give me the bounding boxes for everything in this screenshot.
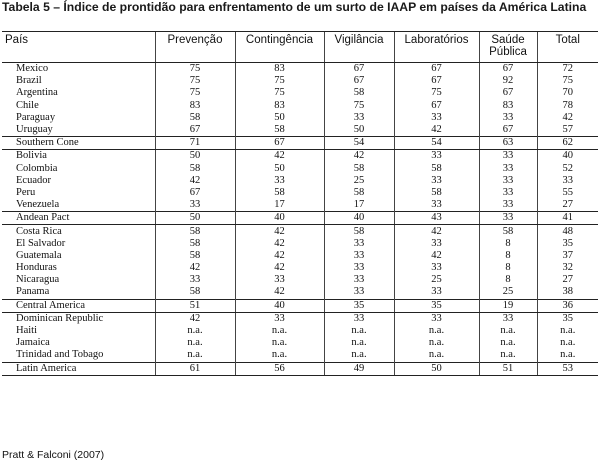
cell-public-health: 33: [479, 175, 537, 187]
cell-public-health: 83: [479, 100, 537, 112]
cell-country: Haiti: [16, 325, 37, 337]
cell-prevention: 50: [155, 150, 235, 163]
cell-laboratories: 42: [394, 250, 479, 262]
cell-contingency: 42: [235, 286, 324, 299]
cell-laboratories: 33: [394, 312, 479, 325]
cell-public-health: 51: [479, 362, 537, 375]
table-row: [2, 274, 598, 286]
cell-public-health: 33: [479, 187, 537, 199]
cell-laboratories: 33: [394, 286, 479, 299]
table-row: [2, 87, 598, 99]
cell-total: 62: [537, 137, 598, 150]
cell-contingency: n.a.: [235, 325, 324, 337]
cell-total: 40: [537, 150, 598, 163]
source-citation: Pratt & Falconi (2007): [2, 449, 105, 461]
cell-public-health: 63: [479, 137, 537, 150]
cell-total: 27: [537, 199, 598, 212]
cell-laboratories: 43: [394, 212, 479, 225]
cell-public-health: 33: [479, 150, 537, 163]
cell-prevention: 50: [155, 212, 235, 225]
cell-laboratories: 42: [394, 225, 479, 238]
cell-laboratories: 33: [394, 112, 479, 124]
cell-country: Colombia: [16, 162, 58, 174]
table-row: [2, 175, 598, 187]
cell-public-health: 8: [479, 238, 537, 250]
table-row: [2, 124, 598, 137]
cell-prevention: n.a.: [155, 337, 235, 349]
header-laboratories: Laboratórios: [394, 32, 479, 63]
cell-laboratories: 42: [394, 124, 479, 137]
cell-laboratories: 75: [394, 87, 479, 99]
cell-country: Uruguay: [16, 124, 53, 136]
cell-laboratories: 33: [394, 150, 479, 163]
cell-prevention: 75: [155, 63, 235, 76]
cell-laboratories: 54: [394, 137, 479, 150]
cell-contingency: 33: [235, 274, 324, 286]
table-row-group-total: [2, 299, 598, 312]
cell-country: Costa Rica: [16, 225, 62, 237]
cell-country: Trinidad and Tobago: [16, 349, 104, 361]
cell-contingency: 40: [235, 299, 324, 312]
table-row: [2, 163, 598, 175]
cell-contingency: 42: [235, 225, 324, 238]
cell-country: Chile: [16, 99, 39, 111]
header-prevention: Prevenção: [155, 32, 235, 63]
cell-prevention: n.a.: [155, 349, 235, 362]
cell-country: Bolivia: [16, 150, 47, 162]
cell-public-health: 25: [479, 286, 537, 299]
cell-country: Jamaica: [16, 337, 50, 349]
table-row: [2, 150, 598, 163]
table-row: [2, 337, 598, 349]
cell-public-health: n.a.: [479, 337, 537, 349]
cell-total: 75: [537, 75, 598, 87]
cell-country: Southern Cone: [2, 137, 155, 150]
cell-country: Mexico: [16, 63, 49, 75]
cell-prevention: 42: [155, 262, 235, 274]
cell-prevention: 58: [155, 163, 235, 175]
cell-surveillance: 58: [324, 163, 394, 175]
cell-prevention: 58: [155, 286, 235, 299]
header-total: Total: [537, 32, 598, 63]
cell-total: n.a.: [537, 325, 598, 337]
cell-public-health: 58: [479, 225, 537, 238]
cell-country: Brazil: [16, 75, 42, 87]
cell-country: Venezuela: [16, 199, 60, 211]
cell-total: 42: [537, 112, 598, 124]
cell-contingency: 42: [235, 238, 324, 250]
cell-prevention: 75: [155, 75, 235, 87]
cell-total: 33: [537, 175, 598, 187]
cell-total: 37: [537, 250, 598, 262]
cell-prevention: 51: [155, 299, 235, 312]
cell-prevention: 33: [155, 274, 235, 286]
cell-surveillance: 67: [324, 63, 394, 76]
cell-country: Guatemala: [16, 249, 62, 261]
cell-total: n.a.: [537, 337, 598, 349]
cell-country: Honduras: [16, 262, 57, 274]
table-row-group-total: [2, 212, 598, 225]
header-public-health: Saúde Pública: [479, 32, 537, 63]
table-header-row: [2, 32, 598, 63]
cell-surveillance: n.a.: [324, 337, 394, 349]
table-row: [2, 225, 598, 238]
cell-public-health: 8: [479, 274, 537, 286]
cell-total: 53: [537, 362, 598, 375]
cell-total: 52: [537, 163, 598, 175]
cell-surveillance: 75: [324, 100, 394, 112]
cell-laboratories: 58: [394, 187, 479, 199]
cell-total: 55: [537, 187, 598, 199]
cell-prevention: 83: [155, 100, 235, 112]
cell-public-health: 33: [479, 312, 537, 325]
cell-laboratories: 50: [394, 362, 479, 375]
cell-total: 48: [537, 225, 598, 238]
cell-contingency: 33: [235, 175, 324, 187]
cell-country: Central America: [2, 299, 155, 312]
cell-surveillance: 33: [324, 274, 394, 286]
cell-contingency: 83: [235, 63, 324, 76]
cell-public-health: 67: [479, 124, 537, 137]
table-title: Tabela 5 – Índice de prontidão para enfrentamento de um surto de IAAP em países da América Latina: [2, 0, 587, 14]
cell-contingency: 42: [235, 262, 324, 274]
cell-surveillance: 50: [324, 124, 394, 137]
cell-surveillance: 25: [324, 175, 394, 187]
cell-public-health: 67: [479, 87, 537, 99]
table-body: [2, 63, 598, 376]
cell-total: 78: [537, 100, 598, 112]
cell-contingency: 42: [235, 250, 324, 262]
cell-surveillance: 35: [324, 299, 394, 312]
cell-surveillance: 33: [324, 262, 394, 274]
cell-prevention: 33: [155, 199, 235, 212]
cell-prevention: 67: [155, 124, 235, 137]
cell-public-health: 33: [479, 199, 537, 212]
cell-contingency: n.a.: [235, 349, 324, 362]
cell-public-health: n.a.: [479, 325, 537, 337]
cell-contingency: 58: [235, 187, 324, 199]
cell-country: Latin America: [2, 362, 155, 375]
cell-surveillance: 58: [324, 87, 394, 99]
cell-laboratories: 33: [394, 175, 479, 187]
cell-laboratories: 67: [394, 75, 479, 87]
cell-surveillance: 33: [324, 112, 394, 124]
cell-prevention: 42: [155, 312, 235, 325]
cell-prevention: 58: [155, 225, 235, 238]
cell-surveillance: 58: [324, 187, 394, 199]
cell-contingency: 83: [235, 100, 324, 112]
cell-total: 57: [537, 124, 598, 137]
cell-contingency: 56: [235, 362, 324, 375]
cell-surveillance: n.a.: [324, 325, 394, 337]
table-row-group-total: [2, 137, 598, 150]
cell-surveillance: 54: [324, 137, 394, 150]
cell-surveillance: 33: [324, 238, 394, 250]
cell-total: 38: [537, 286, 598, 299]
readiness-table: [2, 31, 598, 376]
cell-public-health: 33: [479, 212, 537, 225]
table-row: [2, 250, 598, 262]
cell-total: 36: [537, 299, 598, 312]
cell-laboratories: 35: [394, 299, 479, 312]
cell-total: 35: [537, 238, 598, 250]
cell-public-health: 8: [479, 262, 537, 274]
table-row: [2, 325, 598, 337]
cell-laboratories: 25: [394, 274, 479, 286]
cell-prevention: 67: [155, 187, 235, 199]
cell-country: Andean Pact: [2, 212, 155, 225]
cell-public-health: 8: [479, 250, 537, 262]
cell-total: 32: [537, 262, 598, 274]
cell-surveillance: 33: [324, 312, 394, 325]
cell-surveillance: 49: [324, 362, 394, 375]
cell-total: 70: [537, 87, 598, 99]
cell-public-health: 33: [479, 112, 537, 124]
cell-country: Nicaragua: [16, 274, 60, 286]
cell-total: 27: [537, 274, 598, 286]
cell-country: Paraguay: [16, 111, 56, 123]
cell-surveillance: 42: [324, 150, 394, 163]
cell-contingency: 33: [235, 312, 324, 325]
table-row: [2, 349, 598, 362]
cell-laboratories: 33: [394, 238, 479, 250]
table-row: [2, 312, 598, 325]
cell-surveillance: 33: [324, 250, 394, 262]
cell-surveillance: 67: [324, 75, 394, 87]
cell-laboratories: 33: [394, 262, 479, 274]
cell-laboratories: n.a.: [394, 325, 479, 337]
cell-public-health: n.a.: [479, 349, 537, 362]
cell-contingency: 58: [235, 124, 324, 137]
cell-country: Ecuador: [16, 174, 51, 186]
cell-laboratories: 58: [394, 163, 479, 175]
cell-contingency: n.a.: [235, 337, 324, 349]
cell-country: Panama: [16, 286, 50, 298]
cell-surveillance: 17: [324, 199, 394, 212]
table-row: [2, 262, 598, 274]
cell-prevention: 71: [155, 137, 235, 150]
cell-public-health: 92: [479, 75, 537, 87]
cell-country: Peru: [16, 186, 36, 198]
table-row: [2, 63, 598, 76]
cell-contingency: 42: [235, 150, 324, 163]
cell-country: Dominican Republic: [16, 312, 104, 324]
table-row-group-total: [2, 362, 598, 375]
table-row: [2, 199, 598, 212]
cell-contingency: 75: [235, 75, 324, 87]
cell-total: 41: [537, 212, 598, 225]
cell-contingency: 67: [235, 137, 324, 150]
table-row: [2, 286, 598, 299]
cell-public-health: 19: [479, 299, 537, 312]
table-row: [2, 100, 598, 112]
table-row: [2, 75, 598, 87]
table-row: [2, 187, 598, 199]
cell-contingency: 17: [235, 199, 324, 212]
cell-contingency: 50: [235, 112, 324, 124]
cell-surveillance: 40: [324, 212, 394, 225]
cell-laboratories: n.a.: [394, 337, 479, 349]
cell-laboratories: 67: [394, 100, 479, 112]
cell-public-health: 67: [479, 63, 537, 76]
cell-prevention: 58: [155, 238, 235, 250]
header-surveillance: Vigilância: [324, 32, 394, 63]
cell-surveillance: 58: [324, 225, 394, 238]
cell-public-health: 33: [479, 163, 537, 175]
cell-contingency: 40: [235, 212, 324, 225]
cell-country: Argentina: [16, 87, 58, 99]
cell-laboratories: 33: [394, 199, 479, 212]
table-row: [2, 112, 598, 124]
cell-prevention: 42: [155, 175, 235, 187]
table-row: [2, 238, 598, 250]
cell-surveillance: n.a.: [324, 349, 394, 362]
header-contingency: Contingência: [235, 32, 324, 63]
cell-total: n.a.: [537, 349, 598, 362]
cell-contingency: 75: [235, 87, 324, 99]
cell-prevention: 58: [155, 250, 235, 262]
cell-prevention: 58: [155, 112, 235, 124]
cell-total: 35: [537, 312, 598, 325]
cell-prevention: 61: [155, 362, 235, 375]
cell-prevention: n.a.: [155, 325, 235, 337]
header-country: País: [2, 32, 155, 63]
cell-prevention: 75: [155, 87, 235, 99]
cell-laboratories: 67: [394, 63, 479, 76]
cell-laboratories: n.a.: [394, 349, 479, 362]
cell-surveillance: 33: [324, 286, 394, 299]
cell-total: 72: [537, 63, 598, 76]
cell-contingency: 50: [235, 163, 324, 175]
cell-country: El Salvador: [16, 237, 66, 249]
